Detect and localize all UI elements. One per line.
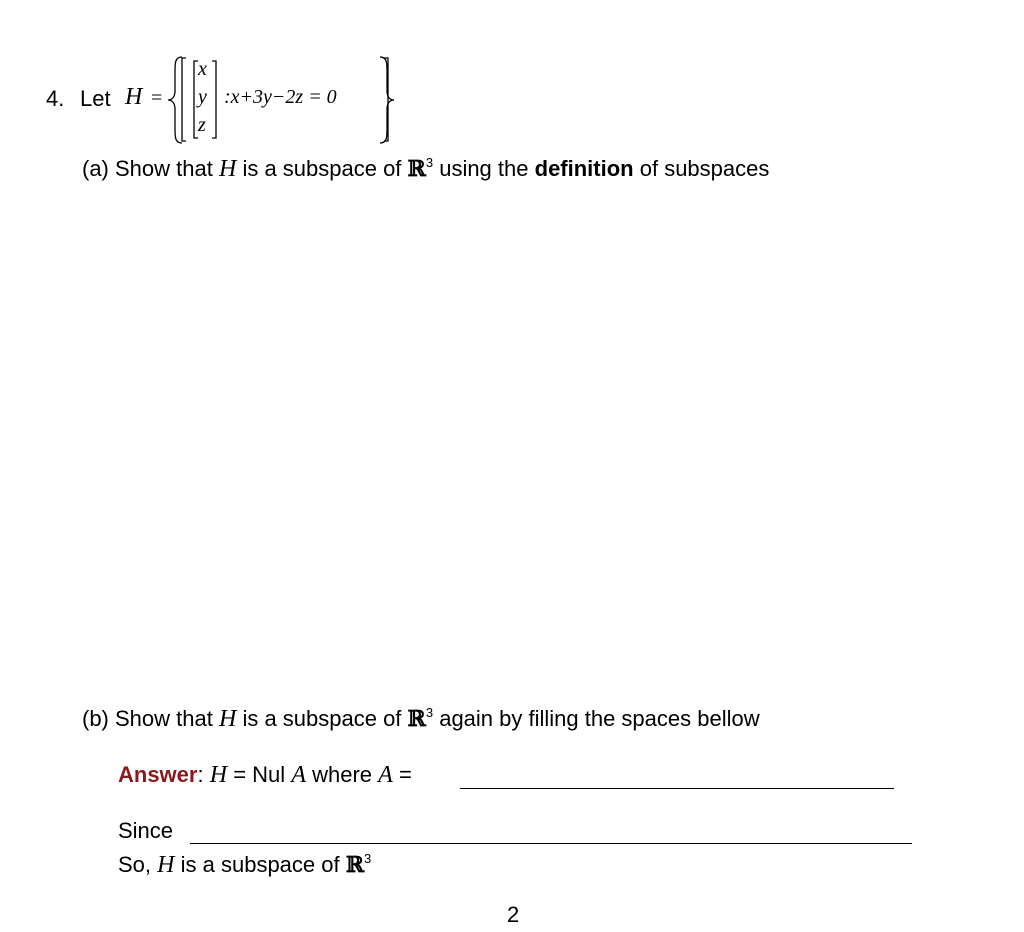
conclusion-H: H bbox=[157, 852, 175, 878]
answer-where: where bbox=[312, 762, 373, 787]
conclusion-line bbox=[118, 852, 371, 879]
part-b-middle: is a subspace of bbox=[242, 706, 402, 731]
part-b-label: (b) Show that bbox=[82, 706, 213, 731]
vector-entry-z: z bbox=[198, 114, 206, 136]
part-a-exponent: 3 bbox=[425, 155, 434, 170]
since-blank-line[interactable] bbox=[190, 843, 912, 844]
part-a-middle: is a subspace of bbox=[242, 156, 402, 181]
part-a-real-symbol: ℝ bbox=[407, 156, 426, 182]
answer-eq-nul: = Nul bbox=[233, 762, 286, 787]
answer-A2: A bbox=[378, 762, 393, 788]
part-a-tail: of subspaces bbox=[639, 156, 770, 181]
vector-entry-y: y bbox=[198, 86, 207, 108]
conclusion-exponent: 3 bbox=[364, 851, 372, 866]
part-b-tail: again by filling the spaces bellow bbox=[439, 706, 760, 731]
answer-H: H bbox=[209, 762, 228, 788]
conclusion-real-symbol: ℝ bbox=[345, 852, 365, 878]
part-b-real-symbol: ℝ bbox=[407, 706, 426, 732]
part-b-exponent: 3 bbox=[425, 705, 434, 720]
answer-A: A bbox=[291, 762, 306, 788]
page-number: 2 bbox=[507, 902, 520, 927]
conclusion-middle: is a subspace of bbox=[180, 852, 340, 877]
vector-entry-x: x bbox=[198, 58, 207, 80]
equals-sign: = bbox=[151, 87, 163, 109]
answer-blank-line[interactable] bbox=[460, 788, 894, 789]
answer-colon: : bbox=[197, 762, 204, 787]
since-label: Since bbox=[118, 818, 174, 843]
part-a-using: using the bbox=[439, 156, 529, 181]
part-a-text bbox=[82, 156, 769, 183]
problem-number: 4. bbox=[46, 86, 65, 111]
part-b-H: H bbox=[218, 706, 237, 732]
part-a-label: (a) Show that bbox=[82, 156, 213, 181]
conclusion-so: So, bbox=[118, 852, 152, 877]
answer-eq: = bbox=[398, 762, 412, 787]
part-a-H: H bbox=[218, 156, 237, 182]
condition-equation: :x+3y−2z = 0 bbox=[224, 86, 337, 108]
part-a-definition: definition bbox=[534, 156, 634, 181]
answer-label: Answer bbox=[118, 762, 198, 787]
set-name: H bbox=[125, 84, 143, 110]
let-word: Let bbox=[80, 86, 111, 111]
answer-line bbox=[118, 762, 412, 789]
part-b-text bbox=[82, 706, 760, 733]
